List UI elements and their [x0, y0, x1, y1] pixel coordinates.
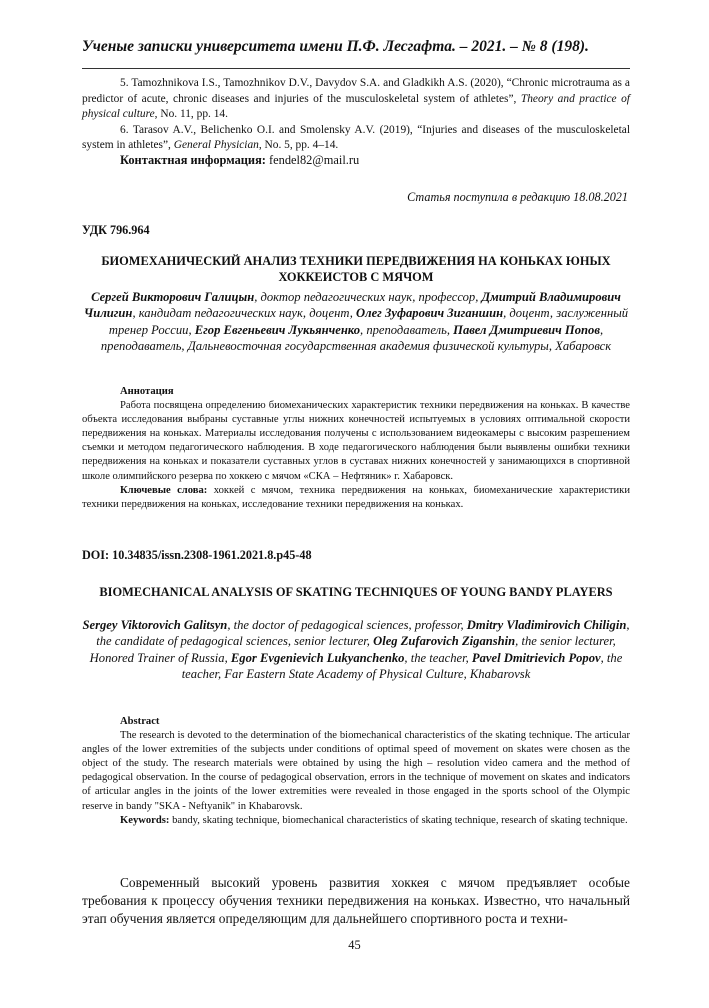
reference-text: Tarasov A.V., Belichenko O.I. and Smolensky A.V. (2019), “Injuries and diseases of the musculoskeletal system in athletes”, [82, 123, 630, 152]
header-divider [82, 68, 630, 69]
keywords-label: Ключевые слова: [120, 484, 208, 496]
author-name: Pavel Dmitrievich Popov [471, 650, 601, 665]
author-name: Sergey Viktorovich Galitsyn [82, 618, 228, 632]
reference-list [82, 76, 630, 154]
page-number: 45 [348, 938, 361, 952]
contact-label: Контактная информация: [120, 153, 266, 167]
abstract-ru [82, 385, 630, 512]
author-name: Oleg Zufarovich Ziganshin [373, 634, 516, 649]
author-name: Егор Евгеньевич Лукьянченко [194, 322, 361, 337]
doi-line[interactable]: DOI: 10.34835/issn.2308-1961.2021.8.p45-48 [82, 548, 312, 562]
author-role: , кандидат педагогических наук, доцент, [132, 306, 357, 321]
abstract-heading: Аннотация [120, 386, 174, 397]
author-role: , the doctor of pedagogical sciences, professor, [227, 618, 467, 632]
reference-source: General Physician [173, 139, 259, 152]
authors-en [82, 617, 630, 683]
author-role: , the teacher, [404, 650, 472, 665]
abstract-text: Работа посвящена определению биомеханических характеристик техники передвижения на коньках. В качестве объекта исследования выбраны суставные углы нижних конечностей испытуемых в условиях оптимальной скорости передвижения на коньках. Материалы исследования получены с использованием видеокамеры с высоким разрешением съемки и методом педагогического наблюдения. В ходе педагогического наблюдения были выявлены ошибки техники передвижения на коньках и показатели суставных углов в суставах нижних конечностей у занимающихся в спортивной школе олимпийского резерва по хоккею с мячом «СКА – Нефтяник» г. Хабаровск. [82, 400, 630, 482]
main-body-paragraph: Современный высокий уровень развития хоккея с мячом предъявляет особые требования к процессу обучения техники передвижения на коньках. Известно, что начальный этап обучения является определяющим для дальнейшего спортивного роста и техни- [82, 875, 630, 927]
contact-email[interactable]: fendel82@mail.ru [269, 153, 360, 167]
author-name: Egor Evgenievich Lukyanchenko [230, 650, 405, 665]
author-name: Дмитрий Владимирович Чилигин [83, 290, 621, 321]
author-role: , the candidate of pedagogical sciences, senior lecturer, [96, 618, 630, 649]
author-role: , доктор педагогических наук, профессор, [254, 290, 482, 304]
author-role: , преподаватель, [360, 322, 454, 337]
author-name: Олег Зуфарович Зиганшин [356, 306, 504, 321]
authors-ru [82, 289, 630, 355]
abstract-heading: Abstract [120, 716, 160, 727]
reference-item [82, 123, 630, 154]
reference-item [82, 76, 630, 123]
author-name: Павел Дмитриевич Попов [453, 322, 600, 337]
abstract-en [82, 715, 630, 828]
keywords-label: Keywords: [120, 814, 170, 826]
reference-source: Theory and practice of physical culture [82, 92, 630, 121]
reference-number: 6. [120, 123, 129, 136]
reference-tail: , No. 11, pp. 14. [154, 108, 228, 121]
author-name: Сергей Викторович Галицын [91, 290, 255, 304]
journal-header: Ученые записки университета имени П.Ф. Лесгафта. – 2021. – № 8 (198). [82, 38, 589, 55]
received-date: Статья поступила в редакцию 18.08.2021 [407, 190, 628, 204]
abstract-text: The research is devoted to the determination of the biomechanical characteristics of the skating technique. The articular angles of the lower extremities of the subjects under conditions of optimal speed of movement on skates were chosen as the object of the study. The research materials were obtained by using the high – resolution video camera and the method of pedagogical observation. In the course of pedagogical observation, errors in the technique of movement on skates and indicators of articular angles in the joints of the lower extremities were revealed in those engaged in the sports school of the Olympic reserve in bandy "SKA - Neftyanik" in Khabarovsk. [82, 730, 630, 812]
reference-text: Tamozhnikova I.S., Tamozhnikov D.V., Davydov S.A. and Gladkikh A.S. (2020), “Chronic microtrauma as a predictor of acute, chronic diseases and injuries of the musculoskeletal system of athletes”, [82, 77, 630, 105]
keywords-text: bandy, skating technique, biomechanical characteristics of skating technique, research of skating technique. [172, 814, 628, 826]
reference-number: 5. [120, 77, 129, 89]
keywords-text: хоккей с мячом, техника передвижения на коньках, биомеханические характеристики техники передвижения на коньках, исследование техники передвижения на коньках. [82, 484, 630, 510]
contact-info [82, 153, 630, 169]
reference-tail: , No. 5, pp. 4–14. [258, 139, 339, 152]
udk-code: УДК 796.964 [82, 223, 150, 237]
author-name: Dmitry Vladimirovich Chiligin [466, 618, 627, 632]
author-role: , the teacher, Far Eastern State Academy of Physical Culture, Khabarovsk [181, 650, 623, 682]
author-role: , the senior lecturer, Honored Trainer of Russia, [89, 634, 616, 665]
author-role: , преподаватель, Дальневосточная государственная академия физической культуры, Хабаровск [100, 322, 612, 354]
keywords-en [82, 814, 630, 828]
keywords-ru [82, 484, 630, 512]
article-title-ru: БИОМЕХАНИЧЕСКИЙ АНАЛИЗ ТЕХНИКИ ПЕРЕДВИЖЕНИЯ НА КОНЬКАХ ЮНЫХ ХОККЕИСТОВ С МЯЧОМ [101, 254, 611, 284]
author-role: , доцент, заслуженный тренер России, [108, 306, 629, 337]
article-title-en: BIOMECHANICAL ANALYSIS OF SKATING TECHNIQUES OF YOUNG BANDY PLAYERS [99, 585, 613, 599]
